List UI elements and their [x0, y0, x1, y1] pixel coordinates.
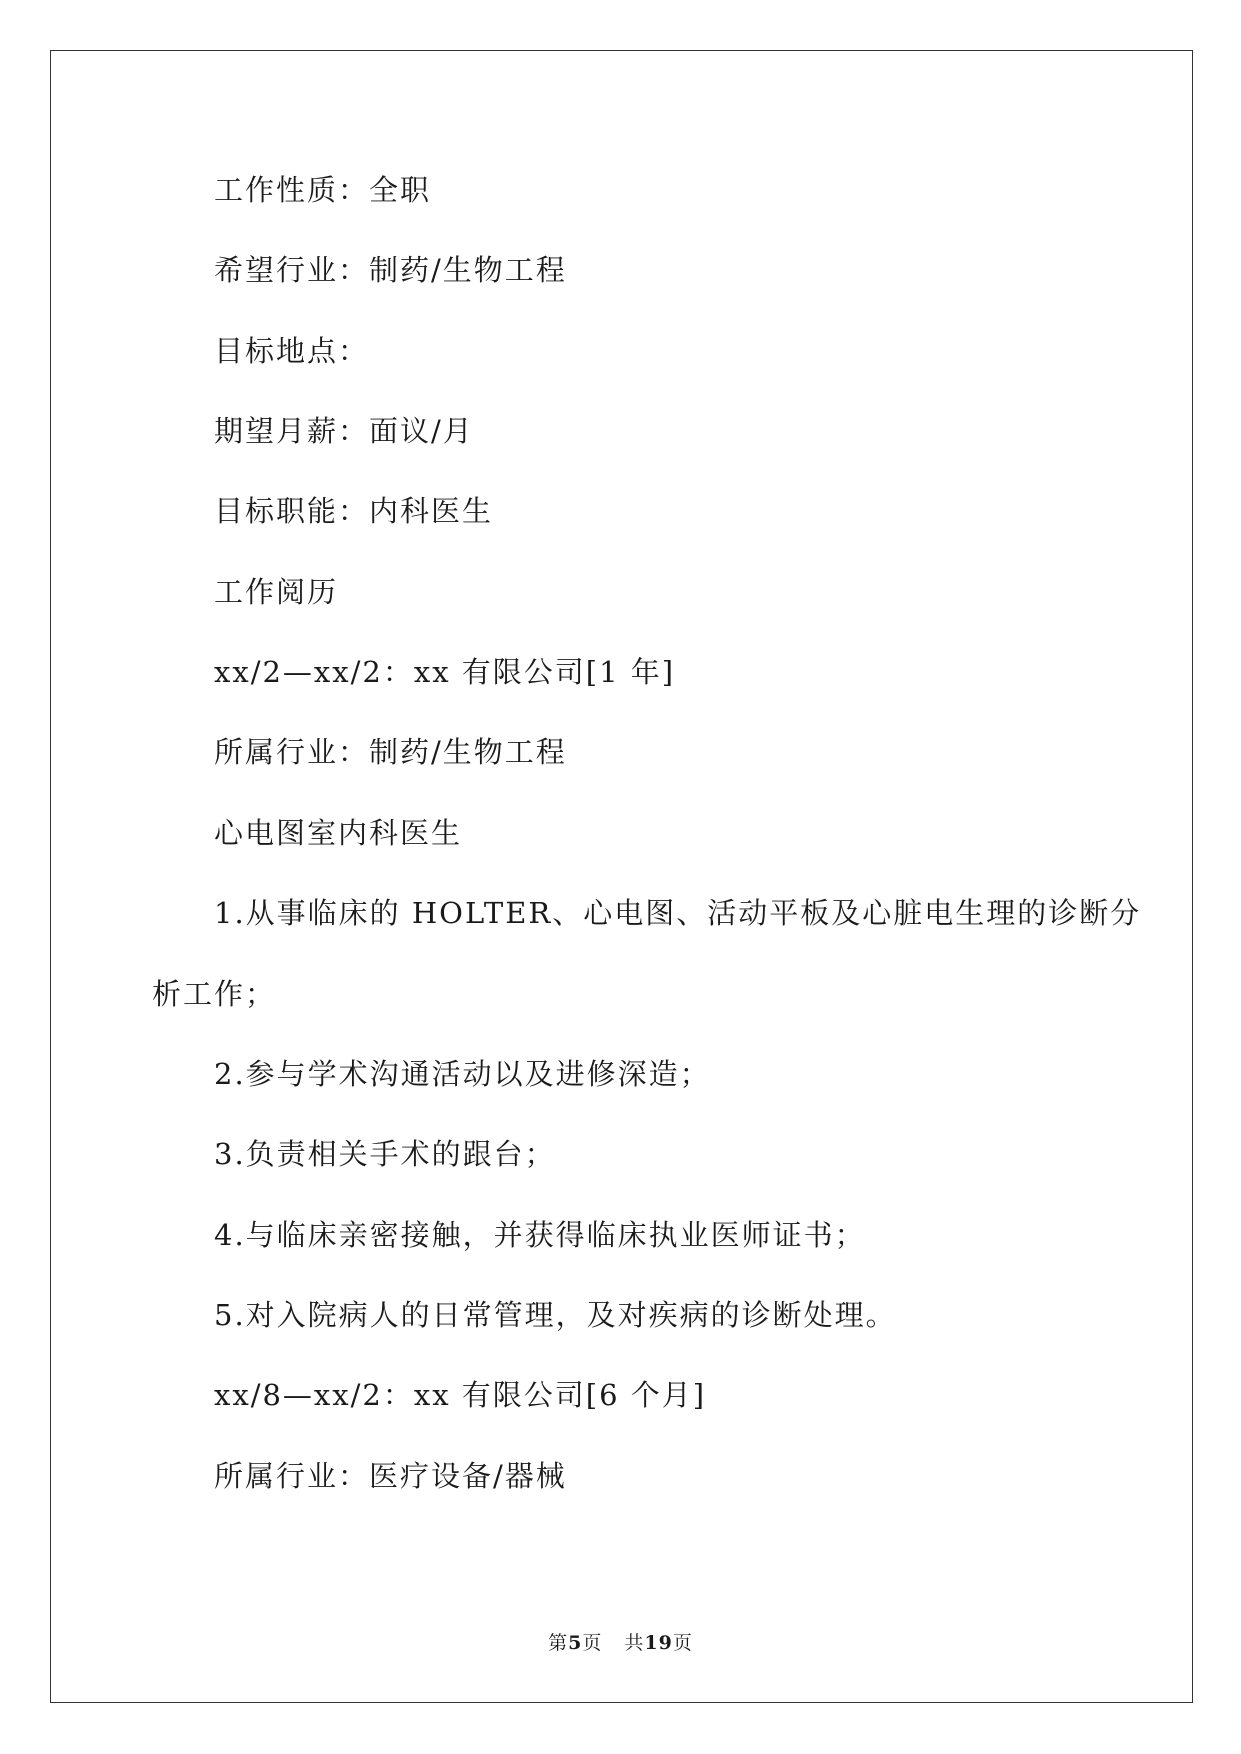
- duty-2-line: 2.参与学术沟通活动以及进修深造；: [214, 1057, 711, 1091]
- job-period-2-line: xx/8—xx/2：xx 有限公司[6 个月]: [214, 1378, 707, 1412]
- duty-1-continuation-line: 析工作；: [152, 977, 277, 1011]
- duty-3-line: 3.负责相关手术的跟台；: [214, 1137, 556, 1171]
- duty-4-line: 4.与临床亲密接触，并获得临床执业医师证书；: [214, 1218, 866, 1252]
- job-type-line: 工作性质：全职: [214, 173, 432, 207]
- industry-1-line: 所属行业：制药/生物工程: [214, 735, 567, 769]
- footer-total-suffix: 页: [672, 1632, 693, 1654]
- footer-page-prefix: 第: [548, 1632, 569, 1654]
- job-period-1-line: xx/2—xx/2：xx 有限公司[1 年]: [214, 655, 676, 689]
- target-location-line: 目标地点：: [214, 334, 370, 368]
- footer-total-prefix: 共: [624, 1632, 645, 1654]
- industry-2-line: 所属行业：医疗设备/器械: [214, 1459, 567, 1493]
- footer-page-suffix: 页: [582, 1632, 603, 1654]
- position-1-line: 心电图室内科医生: [214, 816, 463, 850]
- duty-5-line: 5.对入院病人的日常管理，及对疾病的诊断处理。: [214, 1298, 897, 1332]
- target-function-line: 目标职能：内科医生: [214, 494, 494, 528]
- desired-industry-line: 希望行业：制药/生物工程: [214, 253, 567, 287]
- work-experience-heading: 工作阅历: [214, 575, 339, 609]
- page-frame: [50, 50, 1193, 1703]
- footer-page-number: 5: [568, 1632, 583, 1654]
- footer-total-pages: 19: [644, 1632, 673, 1654]
- expected-salary-line: 期望月薪：面议/月: [214, 414, 474, 448]
- page-footer: [0, 1628, 1241, 1655]
- duty-1-line: 1.从事临床的 HOLTER、心电图、活动平板及心脏电生理的诊断分: [214, 896, 1142, 930]
